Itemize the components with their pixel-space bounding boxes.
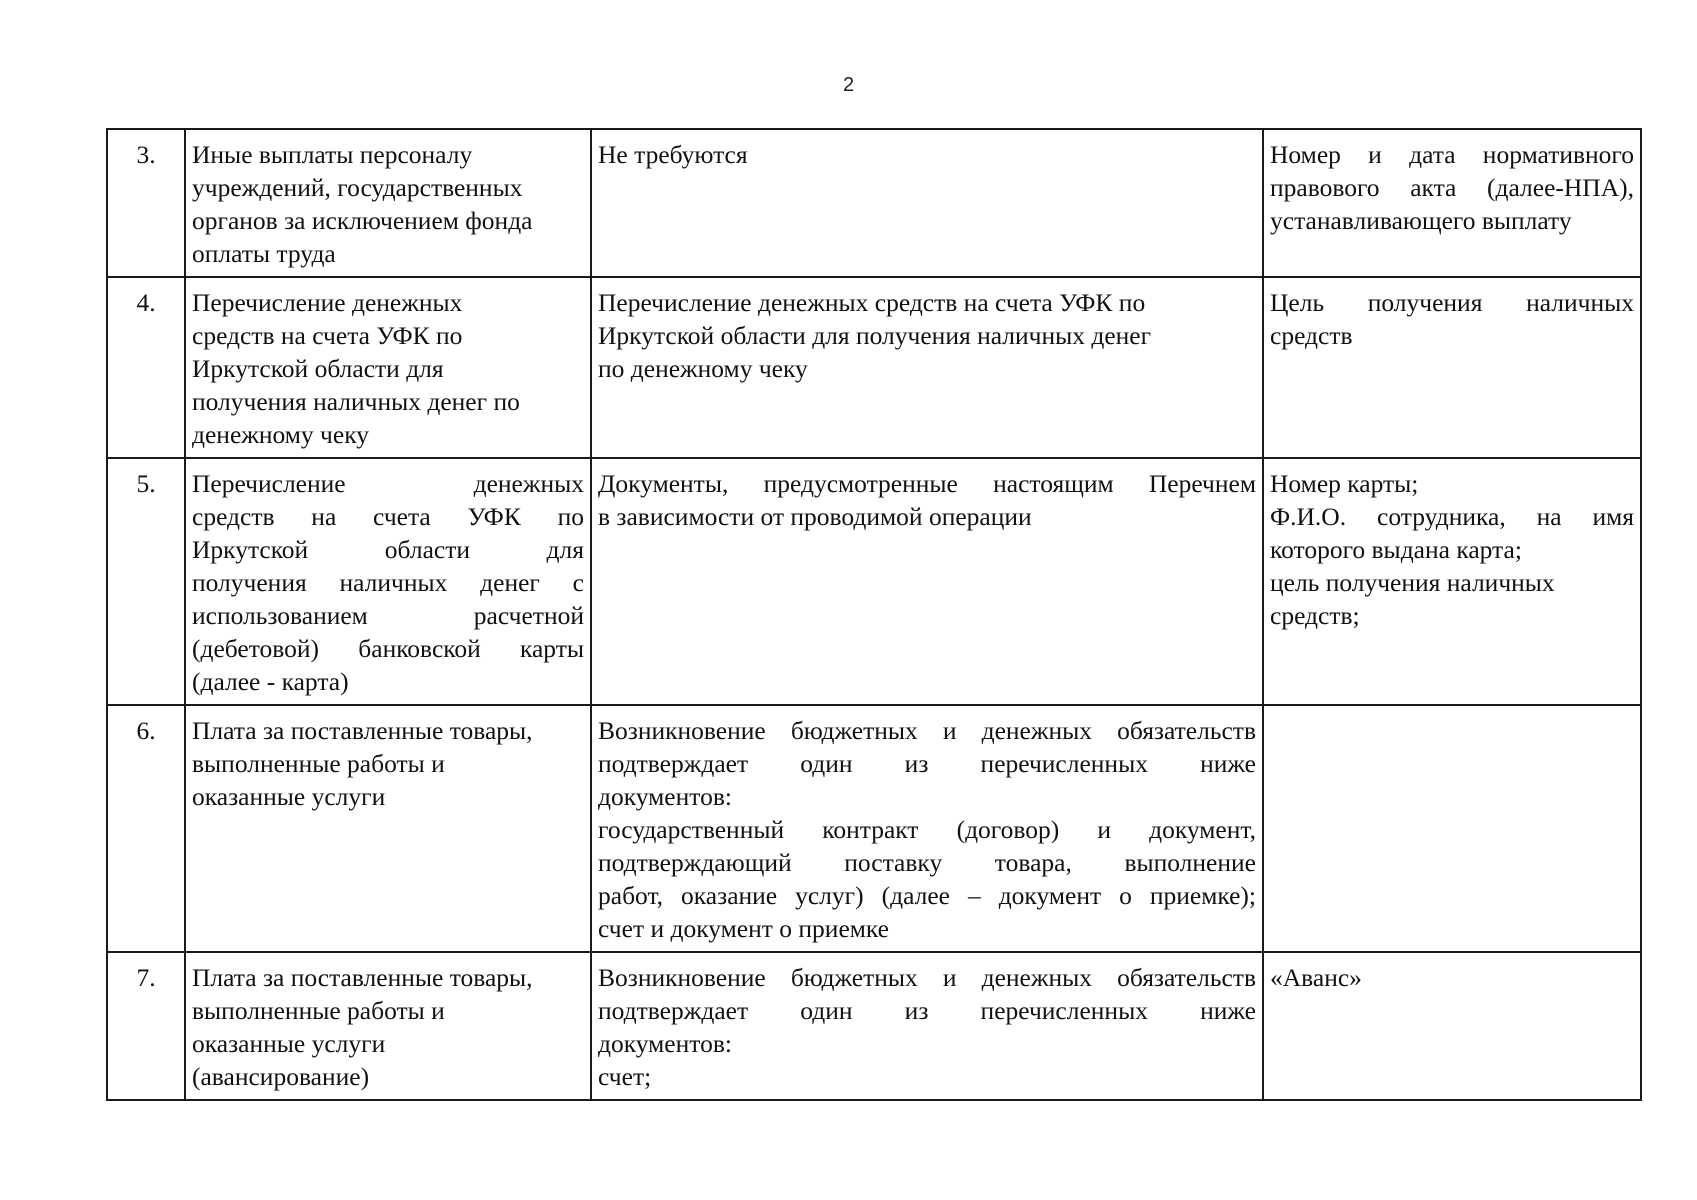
row-number: 5. <box>107 458 185 705</box>
cell-line: Перечисление денежных <box>192 469 584 498</box>
cell-line: Иркутской области для получения наличных денег <box>598 321 1152 350</box>
cell-line: (дебетовой) банковской карты <box>192 634 584 663</box>
cell-line: Ф.И.О. сотрудника, на имя <box>1270 502 1634 531</box>
cell-line: денежному чеку <box>192 420 369 449</box>
documents-cell <box>591 129 1263 277</box>
cell-line: подтверждает один из перечисленных ниже <box>598 996 1256 1025</box>
details-cell <box>1263 277 1641 458</box>
cell-line: Иные выплаты персоналу <box>192 140 473 169</box>
table-row <box>107 705 1641 952</box>
cell-line: устанавливающего выплату <box>1270 206 1572 235</box>
cell-line: (далее - карта) <box>192 667 349 696</box>
payment-type-cell <box>185 458 591 705</box>
cell-line: оплаты труда <box>192 239 336 268</box>
cell-line: учреждений, государственных <box>192 173 523 202</box>
cell-line: получения наличных денег с <box>192 568 584 597</box>
cell-line: получения наличных денег по <box>192 387 520 416</box>
cell-line: документов: <box>598 782 732 811</box>
cell-line: Номер карты; <box>1270 469 1419 498</box>
page-number: 2 <box>842 74 855 96</box>
cell-line: Возникновение бюджетных и денежных обязательств <box>598 716 1256 745</box>
payment-type-cell <box>185 277 591 458</box>
row-number: 7. <box>107 952 185 1100</box>
cell-line: цель получения наличных <box>1270 568 1555 597</box>
cell-line: Цель получения наличных <box>1270 288 1634 317</box>
cell-line: счет; <box>598 1062 652 1091</box>
cell-line: Плата за поставленные товары, <box>192 963 533 992</box>
cell-line: выполненные работы и <box>192 996 445 1025</box>
cell-line: документов: <box>598 1029 732 1058</box>
table-row <box>107 129 1641 277</box>
payment-type-cell <box>185 705 591 952</box>
table-row <box>107 277 1641 458</box>
cell-line: Иркутской области для <box>192 354 444 383</box>
cell-line: правового акта (далее-НПА), <box>1270 173 1634 202</box>
cell-line: работ, оказание услуг) (далее – документ о приемке); <box>598 881 1256 910</box>
documents-cell <box>591 705 1263 952</box>
cell-line: Не требуются <box>598 140 748 169</box>
cell-line: оказанные услуги <box>192 1029 386 1058</box>
cell-line: в зависимости от проводимой операции <box>598 502 1032 531</box>
row-number: 3. <box>107 129 185 277</box>
payments-table <box>106 128 1642 1101</box>
cell-line: Иркутской области для <box>192 535 584 564</box>
cell-line: подтверждает один из перечисленных ниже <box>598 749 1256 778</box>
cell-line: выполненные работы и <box>192 749 445 778</box>
cell-line: Номер и дата нормативного <box>1270 140 1634 169</box>
table-row <box>107 458 1641 705</box>
details-cell <box>1263 952 1641 1100</box>
table-row <box>107 952 1641 1100</box>
details-cell <box>1263 705 1641 952</box>
cell-line: государственный контракт (договор) и документ, <box>598 815 1256 844</box>
payment-type-cell <box>185 952 591 1100</box>
cell-line: (авансирование) <box>192 1062 370 1091</box>
cell-line: использованием расчетной <box>192 601 584 630</box>
cell-line: подтверждающий поставку товара, выполнение <box>598 848 1256 877</box>
cell-line: Перечисление денежных <box>192 288 463 317</box>
cell-line: Плата за поставленные товары, <box>192 716 533 745</box>
cell-line: средств; <box>1270 601 1360 630</box>
cell-line: средств <box>1270 321 1353 350</box>
row-number: 4. <box>107 277 185 458</box>
cell-line: Перечисление денежных средств на счета УФК по <box>598 288 1146 317</box>
cell-line: по денежному чеку <box>598 354 808 383</box>
cell-line: Документы, предусмотренные настоящим Перечнем <box>598 469 1256 498</box>
documents-cell <box>591 277 1263 458</box>
cell-line: «Аванс» <box>1270 963 1362 992</box>
row-number: 6. <box>107 705 185 952</box>
details-cell <box>1263 458 1641 705</box>
cell-line: средств на счета УФК по <box>192 502 584 531</box>
documents-cell <box>591 952 1263 1100</box>
cell-line: Возникновение бюджетных и денежных обязательств <box>598 963 1256 992</box>
cell-line: органов за исключением фонда <box>192 206 533 235</box>
cell-line: средств на счета УФК по <box>192 321 463 350</box>
documents-cell <box>591 458 1263 705</box>
payment-type-cell <box>185 129 591 277</box>
cell-line: счет и документ о приемке <box>598 914 889 943</box>
details-cell <box>1263 129 1641 277</box>
cell-line: которого выдана карта; <box>1270 535 1522 564</box>
cell-line: оказанные услуги <box>192 782 386 811</box>
